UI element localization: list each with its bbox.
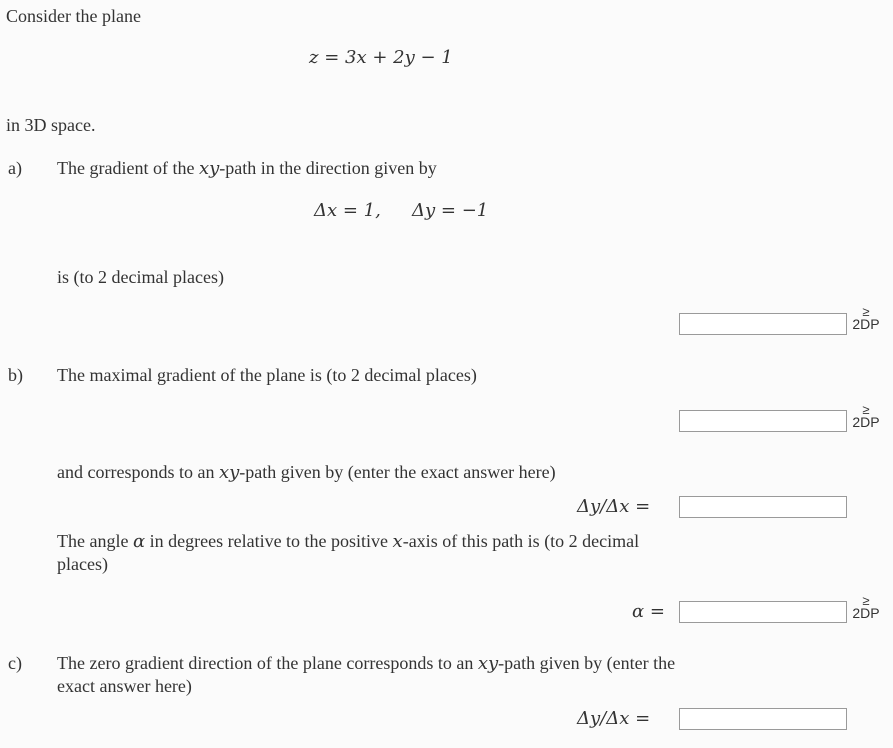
alpha-label: α =	[632, 601, 665, 622]
greater-equal-icon: ≥	[862, 304, 870, 319]
direction-delta-y: Δy = −1	[412, 200, 489, 221]
part-c-label: c)	[8, 653, 22, 673]
part-b-label: b)	[8, 365, 23, 385]
space-text: in 3D space.	[6, 115, 96, 135]
answer-b-gradient-input[interactable]	[679, 410, 847, 432]
part-a-label: a)	[8, 158, 22, 178]
ratio-label-b: Δy/Δx =	[577, 496, 651, 517]
greater-equal-icon: ≥	[862, 402, 870, 417]
answer-a-input[interactable]	[679, 313, 847, 335]
answer-b-angle-input[interactable]	[679, 601, 847, 623]
part-b-angle-text: The angle α in degrees relative to the positive x-axis of this path is (to 2 decimal	[57, 531, 640, 552]
answer-b-ratio-input[interactable]	[679, 496, 847, 518]
part-b-angle-text-line2: places)	[57, 554, 108, 574]
ratio-label-c: Δy/Δx =	[577, 708, 651, 729]
part-b-path-text: and corresponds to an xy-path given by (enter the exact answer here)	[57, 462, 556, 483]
precision-indicator-b: ≥ 2DP	[849, 403, 883, 429]
precision-indicator-angle: ≥ 2DP	[849, 594, 883, 620]
part-c-question: The zero gradient direction of the plane corresponds to an xy-path given by (enter the	[57, 653, 676, 674]
part-c-question-line2: exact answer here)	[57, 676, 192, 696]
precision-indicator-a: ≥ 2DP	[849, 305, 883, 331]
answer-c-ratio-input[interactable]	[679, 708, 847, 730]
part-a-question: The gradient of the xy-path in the direction given by	[57, 158, 437, 179]
part-b-question: The maximal gradient of the plane is (to 2 decimal places)	[57, 365, 477, 385]
direction-delta-x: Δx = 1,	[314, 200, 381, 221]
greater-equal-icon: ≥	[862, 593, 870, 608]
plane-equation: z = 3x + 2y − 1	[309, 47, 453, 68]
intro-text: Consider the plane	[6, 6, 141, 26]
part-a-decimals: is (to 2 decimal places)	[57, 267, 224, 287]
